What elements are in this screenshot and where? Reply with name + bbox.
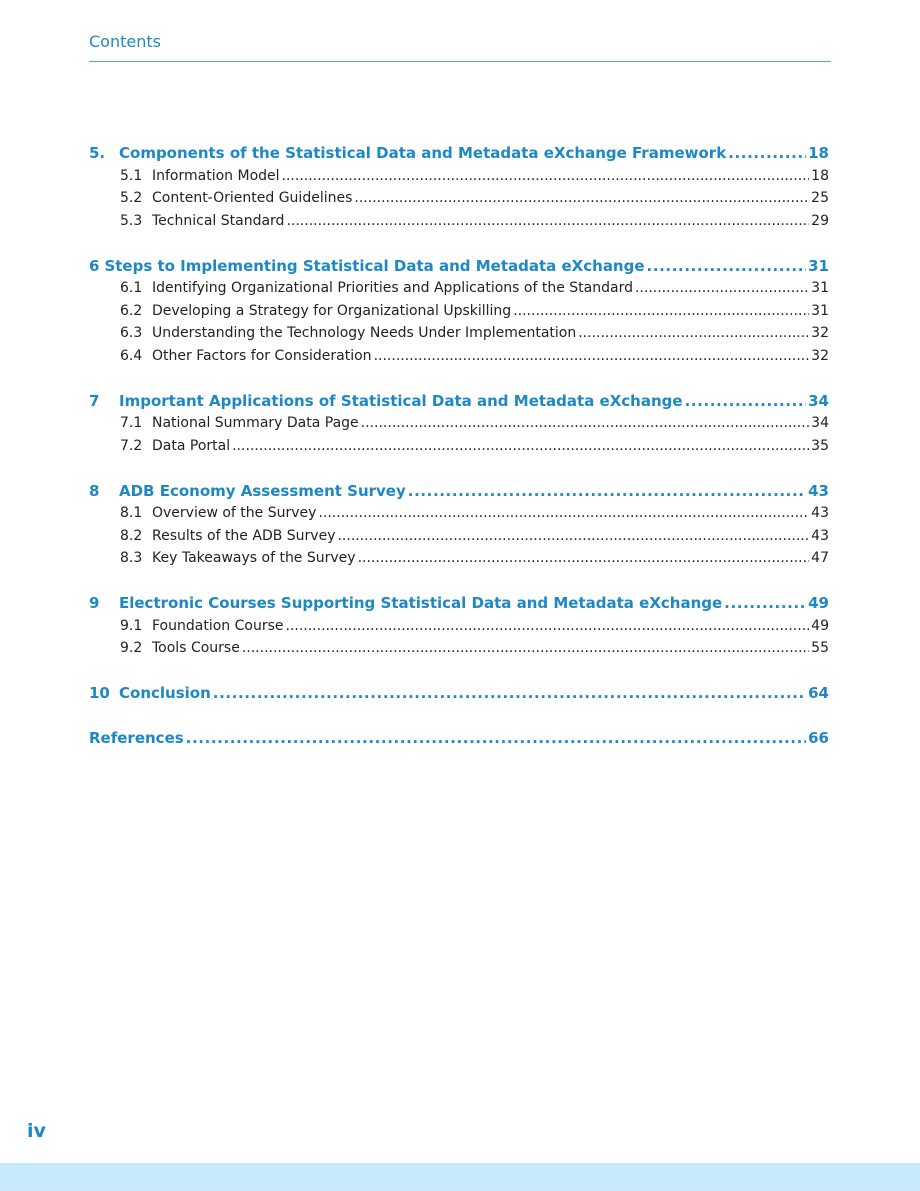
toc-entry-sub[interactable]	[89, 412, 829, 435]
toc-entry-number: 5.1	[120, 167, 143, 184]
toc-entry-sub[interactable]	[89, 277, 829, 300]
toc-section	[89, 255, 829, 368]
toc-entry-sub[interactable]	[89, 637, 829, 660]
toc-entry-sub[interactable]	[89, 165, 829, 188]
dot-leader	[282, 165, 810, 188]
dot-leader	[647, 255, 807, 278]
dot-leader	[213, 682, 806, 705]
toc-entry-number: 8.1	[120, 505, 143, 521]
toc-entry-sub[interactable]	[89, 322, 829, 345]
toc-entry-page: 32	[811, 347, 829, 364]
toc-entry-number: 9.1	[120, 617, 143, 634]
dot-leader	[578, 322, 809, 345]
toc-entry-title: Important Applications of Statistical Data and Metadata eXchange	[119, 391, 683, 410]
toc-entry-number: 7.2	[120, 437, 143, 454]
toc-entry-number: 6.1	[120, 280, 143, 296]
toc-entry-page: 35	[811, 437, 829, 454]
dot-leader	[186, 727, 806, 750]
toc-entry-title: Conclusion	[119, 684, 211, 702]
toc-entry-number: 9	[89, 594, 100, 612]
toc-entry-page: 32	[811, 325, 829, 341]
toc-entry-page: 49	[811, 617, 829, 634]
toc-entry-number: 5.3	[120, 212, 143, 229]
dot-leader	[728, 142, 806, 165]
toc-entry-title: National Summary Data Page	[152, 415, 359, 431]
toc-entry-sub[interactable]	[89, 547, 829, 570]
toc-entry-title: ADB Economy Assessment Survey	[119, 481, 406, 500]
dot-leader	[354, 187, 809, 210]
toc-entry-number: 7	[89, 391, 100, 410]
page-header	[89, 32, 831, 62]
toc-entry-page: 29	[811, 212, 829, 229]
dot-leader	[337, 525, 809, 548]
toc-section	[89, 142, 829, 232]
table-of-contents	[89, 142, 829, 772]
toc-entry-title: Technical Standard	[152, 212, 285, 229]
toc-entry-page: 55	[811, 640, 829, 656]
dot-leader	[358, 547, 810, 570]
toc-entry-page: 47	[811, 550, 829, 566]
toc-section	[89, 727, 829, 750]
toc-entry-main[interactable]	[89, 142, 829, 165]
toc-entry-title: Data Portal	[152, 437, 231, 454]
toc-entry-main[interactable]	[89, 390, 829, 413]
toc-entry-title: Foundation Course	[152, 617, 284, 634]
toc-entry-title: Developing a Strategy for Organizational Upskilling	[152, 302, 512, 319]
toc-entry-page: 31	[811, 280, 829, 296]
dot-leader	[232, 435, 809, 458]
toc-section	[89, 480, 829, 570]
toc-entry-sub[interactable]	[89, 435, 829, 458]
toc-entry-page: 43	[808, 481, 829, 500]
toc-entry-page: 31	[808, 256, 829, 275]
toc-entry-number: 6.2	[120, 302, 143, 319]
toc-entry-page: 25	[811, 190, 829, 206]
toc-entry-page: 43	[811, 505, 829, 521]
toc-entry-number: 5.	[89, 144, 106, 162]
toc-entry-page: 18	[808, 144, 829, 162]
toc-entry-page: 34	[811, 415, 829, 431]
dot-leader	[318, 502, 809, 525]
toc-entry-sub[interactable]	[89, 615, 829, 638]
dot-leader	[513, 300, 809, 323]
dot-leader	[286, 210, 809, 233]
toc-entry-title: Tools Course	[152, 640, 240, 656]
toc-section	[89, 682, 829, 705]
toc-section	[89, 390, 829, 458]
toc-entry-number: 7.1	[120, 415, 143, 431]
page-number: iv	[27, 1120, 46, 1142]
toc-entry-number: 8.2	[120, 527, 143, 544]
toc-entry-number: 9.2	[120, 640, 143, 656]
dot-leader	[374, 345, 810, 368]
toc-entry-sub[interactable]	[89, 300, 829, 323]
toc-entry-title: Steps to Implementing Statistical Data and Metadata eXchange	[104, 256, 645, 275]
toc-entry-sub[interactable]	[89, 210, 829, 233]
toc-entry-number: 6.4	[120, 347, 143, 364]
toc-entry-number: 6	[89, 256, 100, 275]
toc-entry-page: 49	[808, 594, 829, 612]
toc-entry-number: 8	[89, 481, 100, 500]
toc-entry-number: 10	[89, 684, 110, 702]
toc-entry-main[interactable]	[89, 480, 829, 503]
toc-entry-sub[interactable]	[89, 525, 829, 548]
toc-entry-main[interactable]	[89, 682, 829, 705]
toc-entry-title: Key Takeaways of the Survey	[152, 550, 356, 566]
toc-entry-title: Other Factors for Consideration	[152, 347, 372, 364]
toc-entry-main[interactable]	[89, 592, 829, 615]
toc-entry-sub[interactable]	[89, 345, 829, 368]
toc-entry-page: 31	[811, 302, 829, 319]
footer-band	[0, 1163, 920, 1191]
toc-entry-title: Understanding the Technology Needs Under Implementation	[152, 325, 577, 341]
dot-leader	[685, 390, 807, 413]
toc-entry-page: 43	[811, 527, 829, 544]
toc-entry-title: Electronic Courses Supporting Statistical Data and Metadata eXchange	[119, 594, 723, 612]
toc-entry-sub[interactable]	[89, 502, 829, 525]
toc-entry-title: Components of the Statistical Data and Metadata eXchange Framework	[119, 144, 727, 162]
toc-entry-page: 64	[808, 684, 829, 702]
toc-entry-number: 5.2	[120, 190, 143, 206]
toc-entry-title: Overview of the Survey	[152, 505, 317, 521]
toc-entry-title: Information Model	[152, 167, 280, 184]
toc-entry-main[interactable]	[89, 727, 829, 750]
dot-leader	[361, 412, 810, 435]
toc-entry-page: 66	[808, 729, 829, 747]
toc-entry-page: 34	[808, 391, 829, 410]
toc-entry-title: Identifying Organizational Priorities and Applications of the Standard	[152, 280, 633, 296]
toc-section	[89, 592, 829, 660]
dot-leader	[408, 480, 806, 503]
toc-entry-number: 6.3	[120, 325, 143, 341]
dot-leader	[285, 615, 809, 638]
toc-entry-main[interactable]	[89, 255, 829, 278]
dot-leader	[635, 277, 809, 300]
toc-entry-sub[interactable]	[89, 187, 829, 210]
toc-entry-title: Results of the ADB Survey	[152, 527, 336, 544]
toc-entry-title: Content-Oriented Guidelines	[152, 190, 353, 206]
dot-leader	[242, 637, 809, 660]
toc-entry-title: References	[89, 729, 184, 747]
dot-leader	[724, 592, 806, 615]
toc-entry-number: 8.3	[120, 550, 143, 566]
running-head-title: Contents	[89, 32, 161, 51]
toc-entry-page: 18	[811, 167, 829, 184]
